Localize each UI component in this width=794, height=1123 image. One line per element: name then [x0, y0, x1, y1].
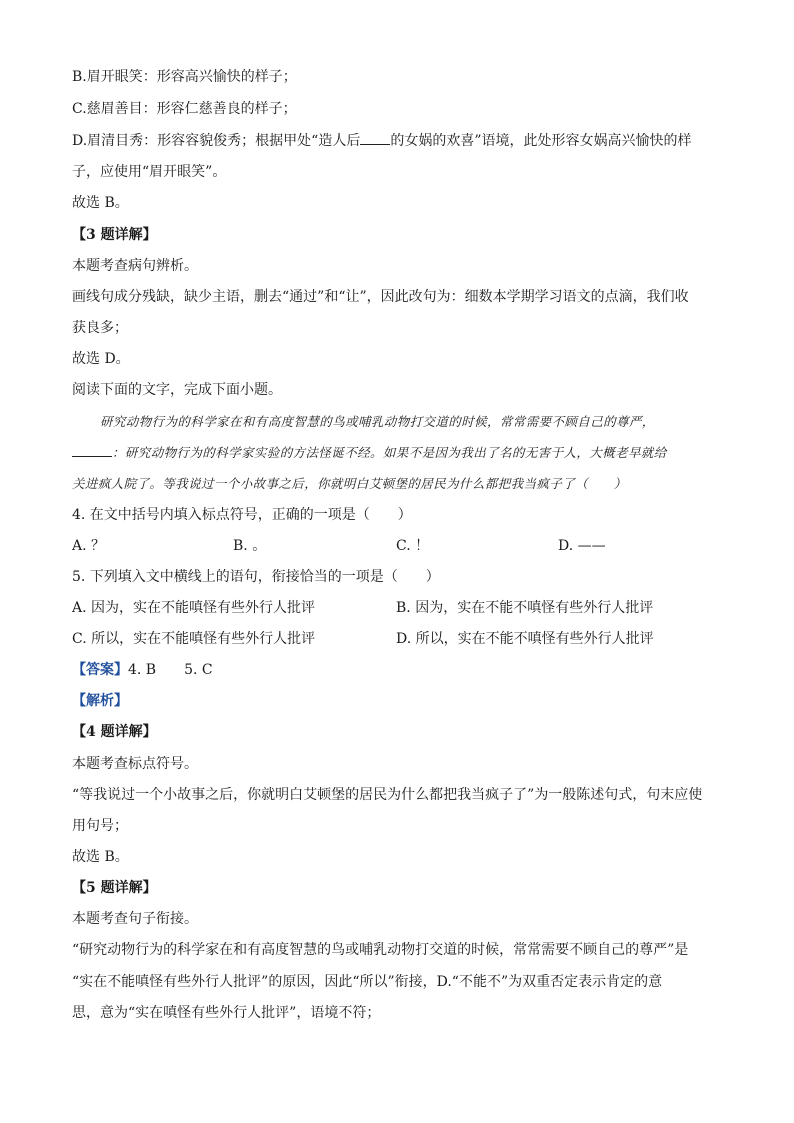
- paragraph-line: 画线句成分残缺，缺少主语，删去“通过”和“让”，因此改句为：细数本学期学习语文的点滴，我们收: [72, 289, 689, 305]
- text-segment: ：研究动物行为的科学家实验的方法怪诞不经。如果不是因为我出了名的无害于人，大概老早就给: [112, 445, 667, 460]
- q5-option-c: C. 所以，实在不能嗔怪有些外行人批评: [72, 631, 316, 647]
- fill-blank: [360, 132, 390, 145]
- q4-option-b: B. 。: [233, 538, 267, 554]
- q5-option-b: B. 因为，实在不能不嗔怪有些外行人批评: [396, 600, 654, 616]
- paragraph-line: 本题考查标点符号。: [72, 756, 198, 772]
- answer-line: 故选 B。: [72, 195, 129, 211]
- answer-label: 【答案】: [72, 662, 128, 678]
- text-segment: D.眉清目秀：形容容貌俊秀；根据甲处“造人后: [72, 133, 361, 149]
- paragraph-line: “等我说过一个小故事之后，你就明白艾顿堡的居民为什么都把我当疯子了”为一般陈述句式，句末应使: [72, 787, 703, 803]
- paragraph-line: 思，意为“实在嗔怪有些外行人批评”，语境不符；: [72, 1005, 381, 1021]
- option-b-explanation: B.眉开眼笑：形容高兴愉快的样子；: [72, 69, 297, 85]
- passage-line: 关进疯人院了。等我说过一个小故事之后，你就明白艾顿堡的居民为什么都把我当疯子了（ ）: [72, 476, 627, 491]
- passage-line: 研究动物行为的科学家在和有高度智慧的鸟或哺乳动物打交道的时候，常常需要不顾自己的尊严，: [100, 414, 655, 429]
- paragraph-line: 本题考查病句辨析。: [72, 258, 198, 274]
- section-heading: 【4 题详解】: [72, 724, 157, 740]
- question-4: 4. 在文中括号内填入标点符号，正确的一项是（ ）: [72, 507, 412, 523]
- q4-option-d: D. ——: [558, 538, 606, 554]
- paragraph-line: “实在不能嗔怪有些外行人批评”的原因，因此“所以”衔接，D.“不能不”为双重否定表示肯定的意: [72, 974, 663, 990]
- q4-option-c: C. ！: [396, 538, 430, 554]
- answer-line: 故选 D。: [72, 351, 130, 367]
- answer-text: 4. B 5. C: [128, 662, 213, 678]
- paragraph-line: “研究动物行为的科学家在和有高度智慧的鸟或哺乳动物打交道的时候，常常需要不顾自己的尊严”是: [72, 942, 689, 958]
- option-d-explanation: [72, 132, 692, 150]
- section-heading: 【5 题详解】: [72, 880, 157, 896]
- paragraph-line: 本题考查句子衔接。: [72, 911, 198, 927]
- reading-instruction: 阅读下面的文字，完成下面小题。: [72, 382, 282, 398]
- passage-line: [72, 444, 667, 462]
- option-c-explanation: C.慈眉善目：形容仁慈善良的样子；: [72, 101, 297, 117]
- answer-row: [72, 661, 213, 679]
- q5-option-d: D. 所以，实在不能不嗔怪有些外行人批评: [396, 631, 654, 647]
- question-5: 5. 下列填入文中横线上的语句，衔接恰当的一项是（ ）: [72, 569, 440, 585]
- fill-blank: [72, 444, 112, 457]
- section-heading: 【3 题详解】: [72, 227, 157, 243]
- analysis-label: 【解析】: [72, 693, 128, 709]
- paragraph-line: 获良多；: [72, 320, 128, 336]
- paragraph-line: 用句号；: [72, 818, 128, 834]
- paragraph-line: 子，应使用“眉开眼笑”。: [72, 164, 227, 180]
- text-segment: 的女娲的欢喜”语境，此处形容女娲高兴愉快的样: [390, 133, 692, 149]
- answer-line: 故选 B。: [72, 849, 129, 865]
- q4-option-a: A. ？: [72, 538, 106, 554]
- q5-option-a: A. 因为，实在不能嗔怪有些外行人批评: [72, 600, 316, 616]
